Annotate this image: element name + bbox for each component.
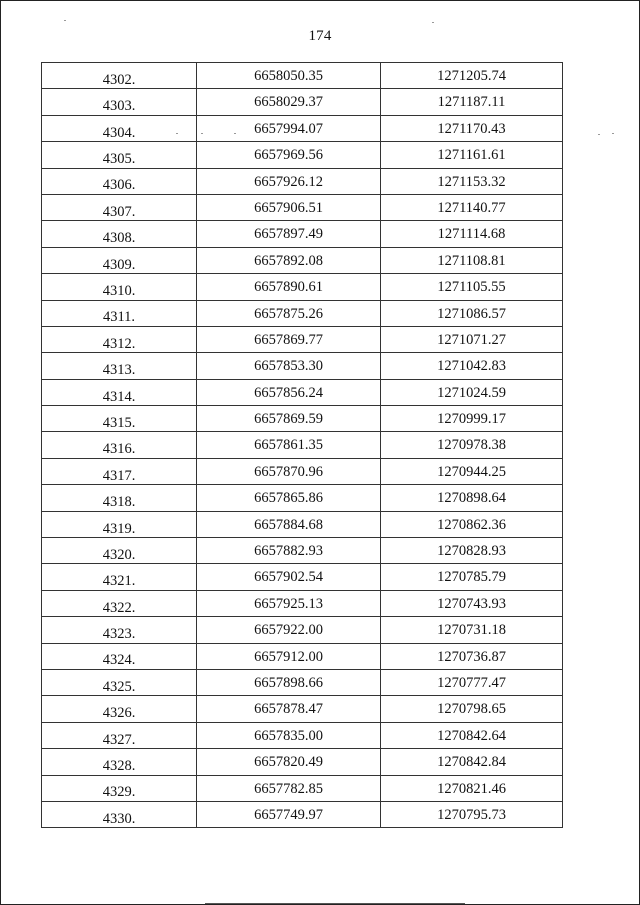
point-number-cell: 4304.: [42, 115, 197, 141]
x-coordinate-cell: 6657870.96: [197, 458, 381, 484]
point-number-cell: 4323.: [42, 617, 197, 643]
x-coordinate-cell: 6657878.47: [197, 696, 381, 722]
table-row: [42, 696, 563, 722]
x-coordinate-cell: 6657912.00: [197, 643, 381, 669]
table-row: [42, 722, 563, 748]
point-number-cell: 4309.: [42, 247, 197, 273]
y-coordinate-cell: 1270736.87: [381, 643, 563, 669]
x-coordinate-cell: 6657856.24: [197, 379, 381, 405]
y-coordinate-cell: 1271071.27: [381, 326, 563, 352]
x-coordinate-cell: 6657906.51: [197, 194, 381, 220]
scan-speck: [201, 133, 203, 134]
x-coordinate-cell: 6657865.86: [197, 485, 381, 511]
y-coordinate-cell: 1270898.64: [381, 485, 563, 511]
y-coordinate-cell: 1271086.57: [381, 300, 563, 326]
point-number-cell: 4327.: [42, 722, 197, 748]
point-number-cell: 4306.: [42, 168, 197, 194]
point-number-cell: 4314.: [42, 379, 197, 405]
point-number-cell: 4308.: [42, 221, 197, 247]
point-number-cell: 4325.: [42, 669, 197, 695]
table-row: [42, 511, 563, 537]
table-row: [42, 379, 563, 405]
x-coordinate-cell: 6657926.12: [197, 168, 381, 194]
table-row: [42, 538, 563, 564]
table-row: [42, 353, 563, 379]
point-number-cell: 4317.: [42, 458, 197, 484]
x-coordinate-cell: 6657820.49: [197, 749, 381, 775]
table-row: [42, 115, 563, 141]
y-coordinate-cell: 1270828.93: [381, 538, 563, 564]
scan-speck: [176, 133, 178, 134]
point-number-cell: 4316.: [42, 432, 197, 458]
table-row: [42, 326, 563, 352]
table-row: [42, 63, 563, 89]
x-coordinate-cell: 6657898.66: [197, 669, 381, 695]
y-coordinate-cell: 1271024.59: [381, 379, 563, 405]
y-coordinate-cell: 1270978.38: [381, 432, 563, 458]
page-number: 174: [308, 28, 332, 44]
scan-speck: [64, 20, 66, 21]
x-coordinate-cell: 6657922.00: [197, 617, 381, 643]
table-row: [42, 617, 563, 643]
y-coordinate-cell: 1270731.18: [381, 617, 563, 643]
table-row: [42, 749, 563, 775]
y-coordinate-cell: 1271042.83: [381, 353, 563, 379]
x-coordinate-cell: 6657892.08: [197, 247, 381, 273]
point-number-cell: 4322.: [42, 590, 197, 616]
point-number-cell: 4302.: [42, 63, 197, 89]
x-coordinate-cell: 6657835.00: [197, 722, 381, 748]
y-coordinate-cell: 1270862.36: [381, 511, 563, 537]
table-row: [42, 406, 563, 432]
table-row: [42, 669, 563, 695]
y-coordinate-cell: 1270944.25: [381, 458, 563, 484]
x-coordinate-cell: 6657884.68: [197, 511, 381, 537]
y-coordinate-cell: 1271205.74: [381, 63, 563, 89]
scan-speck: [432, 22, 434, 23]
x-coordinate-cell: 6657890.61: [197, 274, 381, 300]
y-coordinate-cell: 1271105.55: [381, 274, 563, 300]
x-coordinate-cell: 6657902.54: [197, 564, 381, 590]
bottom-rule: [205, 903, 465, 904]
y-coordinate-cell: 1271161.61: [381, 142, 563, 168]
y-coordinate-cell: 1271108.81: [381, 247, 563, 273]
y-coordinate-cell: 1270999.17: [381, 406, 563, 432]
table-row: [42, 801, 563, 827]
y-coordinate-cell: 1270798.65: [381, 696, 563, 722]
table-row: [42, 142, 563, 168]
point-number-cell: 4326.: [42, 696, 197, 722]
y-coordinate-cell: 1270842.84: [381, 749, 563, 775]
x-coordinate-cell: 6657749.97: [197, 801, 381, 827]
table-row: [42, 590, 563, 616]
point-number-cell: 4320.: [42, 538, 197, 564]
table-row: [42, 300, 563, 326]
table-row: [42, 89, 563, 115]
scan-speck: [234, 133, 236, 134]
x-coordinate-cell: 6657969.56: [197, 142, 381, 168]
y-coordinate-cell: 1270842.64: [381, 722, 563, 748]
x-coordinate-cell: 6657869.59: [197, 406, 381, 432]
y-coordinate-cell: 1271170.43: [381, 115, 563, 141]
y-coordinate-cell: 1271153.32: [381, 168, 563, 194]
point-number-cell: 4329.: [42, 775, 197, 801]
x-coordinate-cell: 6657925.13: [197, 590, 381, 616]
x-coordinate-cell: 6657897.49: [197, 221, 381, 247]
table-row: [42, 458, 563, 484]
y-coordinate-cell: 1271140.77: [381, 194, 563, 220]
point-number-cell: 4311.: [42, 300, 197, 326]
point-number-cell: 4305.: [42, 142, 197, 168]
y-coordinate-cell: 1270785.79: [381, 564, 563, 590]
point-number-cell: 4303.: [42, 89, 197, 115]
x-coordinate-cell: 6657853.30: [197, 353, 381, 379]
table-row: [42, 168, 563, 194]
point-number-cell: 4330.: [42, 801, 197, 827]
point-number-cell: 4315.: [42, 406, 197, 432]
y-coordinate-cell: 1271187.11: [381, 89, 563, 115]
point-number-cell: 4307.: [42, 194, 197, 220]
y-coordinate-cell: 1270795.73: [381, 801, 563, 827]
x-coordinate-cell: 6657875.26: [197, 300, 381, 326]
x-coordinate-cell: 6658050.35: [197, 63, 381, 89]
coordinates-table: [41, 62, 563, 828]
y-coordinate-cell: 1271114.68: [381, 221, 563, 247]
scan-speck: [598, 134, 600, 135]
point-number-cell: 4313.: [42, 353, 197, 379]
point-number-cell: 4312.: [42, 326, 197, 352]
coordinates-table-body: [42, 63, 563, 828]
scan-speck: [612, 133, 614, 134]
point-number-cell: 4318.: [42, 485, 197, 511]
point-number-cell: 4310.: [42, 274, 197, 300]
x-coordinate-cell: 6657994.07: [197, 115, 381, 141]
x-coordinate-cell: 6657782.85: [197, 775, 381, 801]
x-coordinate-cell: 6657869.77: [197, 326, 381, 352]
y-coordinate-cell: 1270743.93: [381, 590, 563, 616]
point-number-cell: 4324.: [42, 643, 197, 669]
table-row: [42, 485, 563, 511]
x-coordinate-cell: 6657861.35: [197, 432, 381, 458]
y-coordinate-cell: 1270821.46: [381, 775, 563, 801]
table-row: [42, 775, 563, 801]
x-coordinate-cell: 6658029.37: [197, 89, 381, 115]
point-number-cell: 4328.: [42, 749, 197, 775]
y-coordinate-cell: 1270777.47: [381, 669, 563, 695]
point-number-cell: 4321.: [42, 564, 197, 590]
x-coordinate-cell: 6657882.93: [197, 538, 381, 564]
table-row: [42, 221, 563, 247]
table-row: [42, 564, 563, 590]
table-row: [42, 247, 563, 273]
point-number-cell: 4319.: [42, 511, 197, 537]
table-row: [42, 194, 563, 220]
table-row: [42, 643, 563, 669]
table-row: [42, 274, 563, 300]
table-row: [42, 432, 563, 458]
